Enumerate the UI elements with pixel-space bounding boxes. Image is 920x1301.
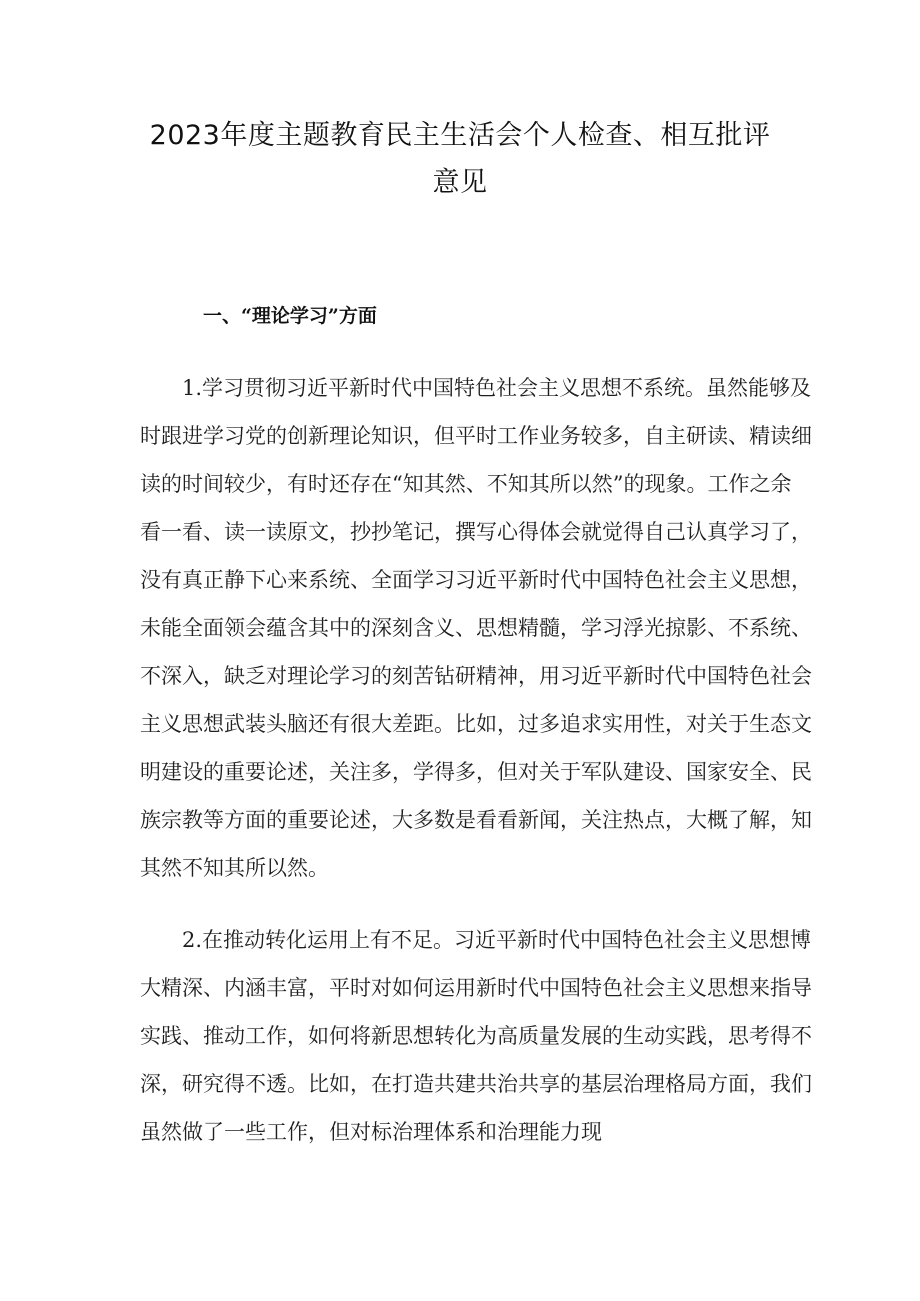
paragraph-line: 没有真正静下心来系统、全面学习习近平新时代中国特色社会主义思想， (140, 568, 812, 592)
paragraph-line: 时跟进学习党的创新理论知识，但平时工作业务较多，自主研读、精读细 (140, 424, 812, 448)
paragraph-line: 不深入，缺乏对理论学习的刻苦钻研精神，用习近平新时代中国特色社会 (140, 664, 812, 688)
paragraph-line: 明建设的重要论述，关注多，学得多，但对关于军队建设、国家安全、民 (140, 760, 812, 784)
paragraph-line: 主义思想武装头脑还有很大差距。比如，过多追求实用性，对关于生态文 (140, 712, 812, 736)
paragraph-line: 大精深、内涵丰富，平时对如何运用新时代中国特色社会主义思想来指导 (140, 976, 812, 1000)
paragraph-line: 看一看、读一读原文，抄抄笔记，撰写心得体会就觉得自己认真学习了， (140, 520, 812, 544)
document-title: 2023年度主题教育民主生活会个人检查、相互批评意见 (149, 120, 771, 198)
paragraph-line: 2.在推动转化运用上有不足。习近平新时代中国特色社会主义思想博 (182, 928, 812, 952)
section-heading: 一、“理论学习”方面 (203, 305, 377, 327)
paragraph-line: 实践、推动工作，如何将新思想转化为高质量发展的生动实践，思考得不 (140, 1024, 812, 1048)
paragraph-line: 其然不知其所以然。 (140, 856, 329, 880)
paragraph-line: 深，研究得不透。比如，在打造共建共治共享的基层治理格局方面，我们 (140, 1072, 812, 1096)
paragraph-line: 虽然做了一些工作，但对标治理体系和治理能力现 (140, 1120, 602, 1144)
paragraph-line: 1.学习贯彻习近平新时代中国特色社会主义思想不系统。虽然能够及 (182, 376, 812, 400)
paragraph-line: 未能全面领会蕴含其中的深刻含义、思想精髓，学习浮光掠影、不系统、 (140, 616, 812, 640)
paragraph-line: 族宗教等方面的重要论述，大多数是看看新闻，关注热点，大概了解，知 (140, 808, 812, 832)
paragraph-1 (140, 364, 812, 892)
paragraph-line: 读的时间较少，有时还存在“知其然、不知其所以然”的现象。工作之余 (140, 472, 792, 496)
paragraph-2 (140, 916, 812, 1156)
